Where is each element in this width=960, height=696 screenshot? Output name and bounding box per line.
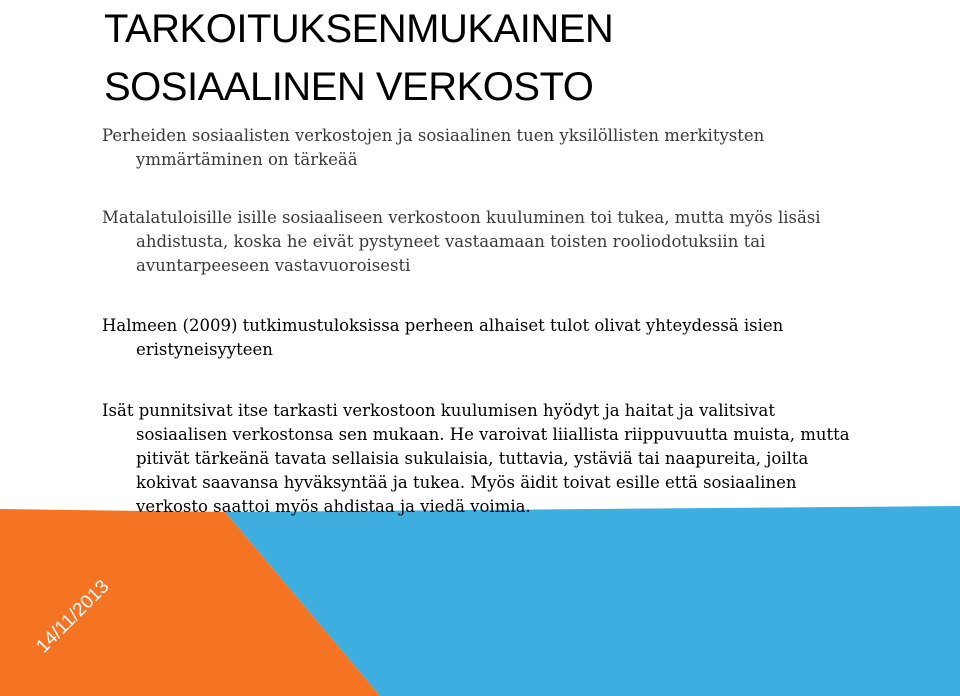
title-line-1: TARKOITUKSENMUKAINEN (104, 7, 614, 51)
slide-content (102, 124, 862, 519)
paragraph-2: Matalatuloisille isille sosiaaliseen verkostoon kuuluminen toi tukea, mutta myös lisäsi ahdistusta, koska he eivät pystyneet vastaamaan toisten rooliodotuksiin tai avuntarpeeseen vastavuoroisesti (102, 208, 821, 275)
slide-title (104, 0, 613, 116)
paragraph-4: Isät punnitsivat itse tarkasti verkostoon kuulumisen hyödyt ja haitat ja valitsivat sosiaalisen verkostonsa sen mukaan. He varoivat liiallista riippuvuutta muista, mutta pitivät tärkeänä tavata sellaisia sukulaisia, tuttavia, ystäviä tai naapureita, joilta kokivat saavansa hyväksyntää ja tukea. Myös äidit toivat esille että sosiaalinen verkosto saattoi myös ahdistaa ja viedä voimia. (102, 401, 850, 516)
slide-date: 14/11/2013 (32, 576, 114, 658)
title-line-2: SOSIAALINEN VERKOSTO (104, 65, 594, 109)
paragraph-3: Halmeen (2009) tutkimustuloksissa perheen alhaiset tulot olivat yhteydessä isien eristyneisyyteen (102, 316, 784, 359)
paragraph-1: Perheiden sosiaalisten verkostojen ja sosiaalinen tuen yksilöllisten merkitysten ymmärtäminen on tärkeää (102, 126, 765, 169)
